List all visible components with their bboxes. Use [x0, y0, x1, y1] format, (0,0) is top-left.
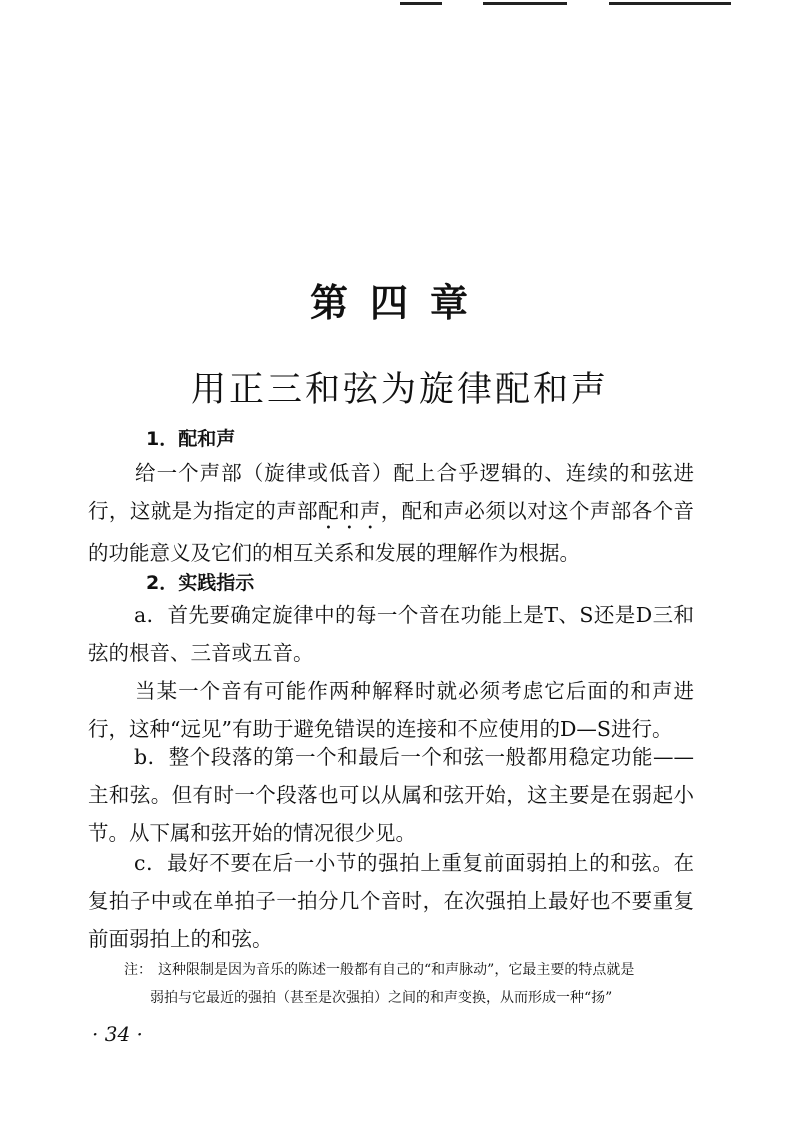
item-c-paragraph — [88, 844, 694, 958]
item-a-paragraph-2 — [88, 672, 694, 748]
item-a-paragraph-1 — [88, 596, 694, 672]
chapter-title: 用正三和弦为旋律配和声 — [190, 370, 609, 410]
item-b-paragraph — [88, 738, 694, 852]
chapter-heading: 第四章 — [309, 281, 490, 325]
footnote-line-2-b: “扬” — [584, 990, 613, 1006]
item-b-text: b．整个段落的第一个和最后一个和弦一般都用稳定功能——主和弦。但有时一个段落也可以从属和弦开始，这主要是在弱起小节。从下属和弦开始的情况很少见。 — [88, 745, 694, 845]
top-rule-2 — [483, 2, 567, 5]
section-1-heading: 1．配和声 — [146, 428, 236, 450]
section-1-text-b: ，配和声必须以对这个声部各个音的功能意义及它们的相互关系和发展的理解作为根据。 — [88, 499, 695, 565]
section-1-emphasis: 配和声 — [318, 499, 381, 523]
item-a-text-1: a．首先要确定旋律中的每一个音在功能上是T、S还是D三和弦的根音、三音或五音。 — [88, 603, 694, 665]
page-number: · 34 · — [92, 1022, 143, 1046]
top-rule-3 — [609, 2, 731, 5]
item-a-text-2: 当某一个音有可能作两种解释时就必须考虑它后面的和声进行，这种“远见”有助于避免错误的连接和不应使用的D—S进行。 — [88, 679, 694, 741]
section-1-paragraph — [88, 454, 694, 572]
section-2-heading: 2．实践指示 — [146, 572, 255, 594]
footnote-line-1: 这种限制是因为音乐的陈述一般都有自己的“和声脉动”，它最主要的特点就是 — [158, 962, 635, 978]
footnote-label: 注： — [124, 962, 152, 978]
section-1-text-a: 给一个声部（旋律或低音）配上合乎逻辑的、连续的和弦进行，这就是为指定的声部 — [88, 461, 694, 523]
top-rule-1 — [400, 2, 442, 5]
item-c-text: c．最好不要在后一小节的强拍上重复前面弱拍上的和弦。在复拍子中或在单拍子一拍分几个音时，在次强拍上最好也不要重复前面弱拍上的和弦。 — [88, 851, 694, 951]
footnote — [124, 956, 696, 1014]
footnote-line-2 — [124, 984, 696, 1014]
footnote-line-2-a: 弱拍与它最近的强拍（甚至是次强拍）之间的和声变换，从而形成一种 — [150, 990, 584, 1006]
